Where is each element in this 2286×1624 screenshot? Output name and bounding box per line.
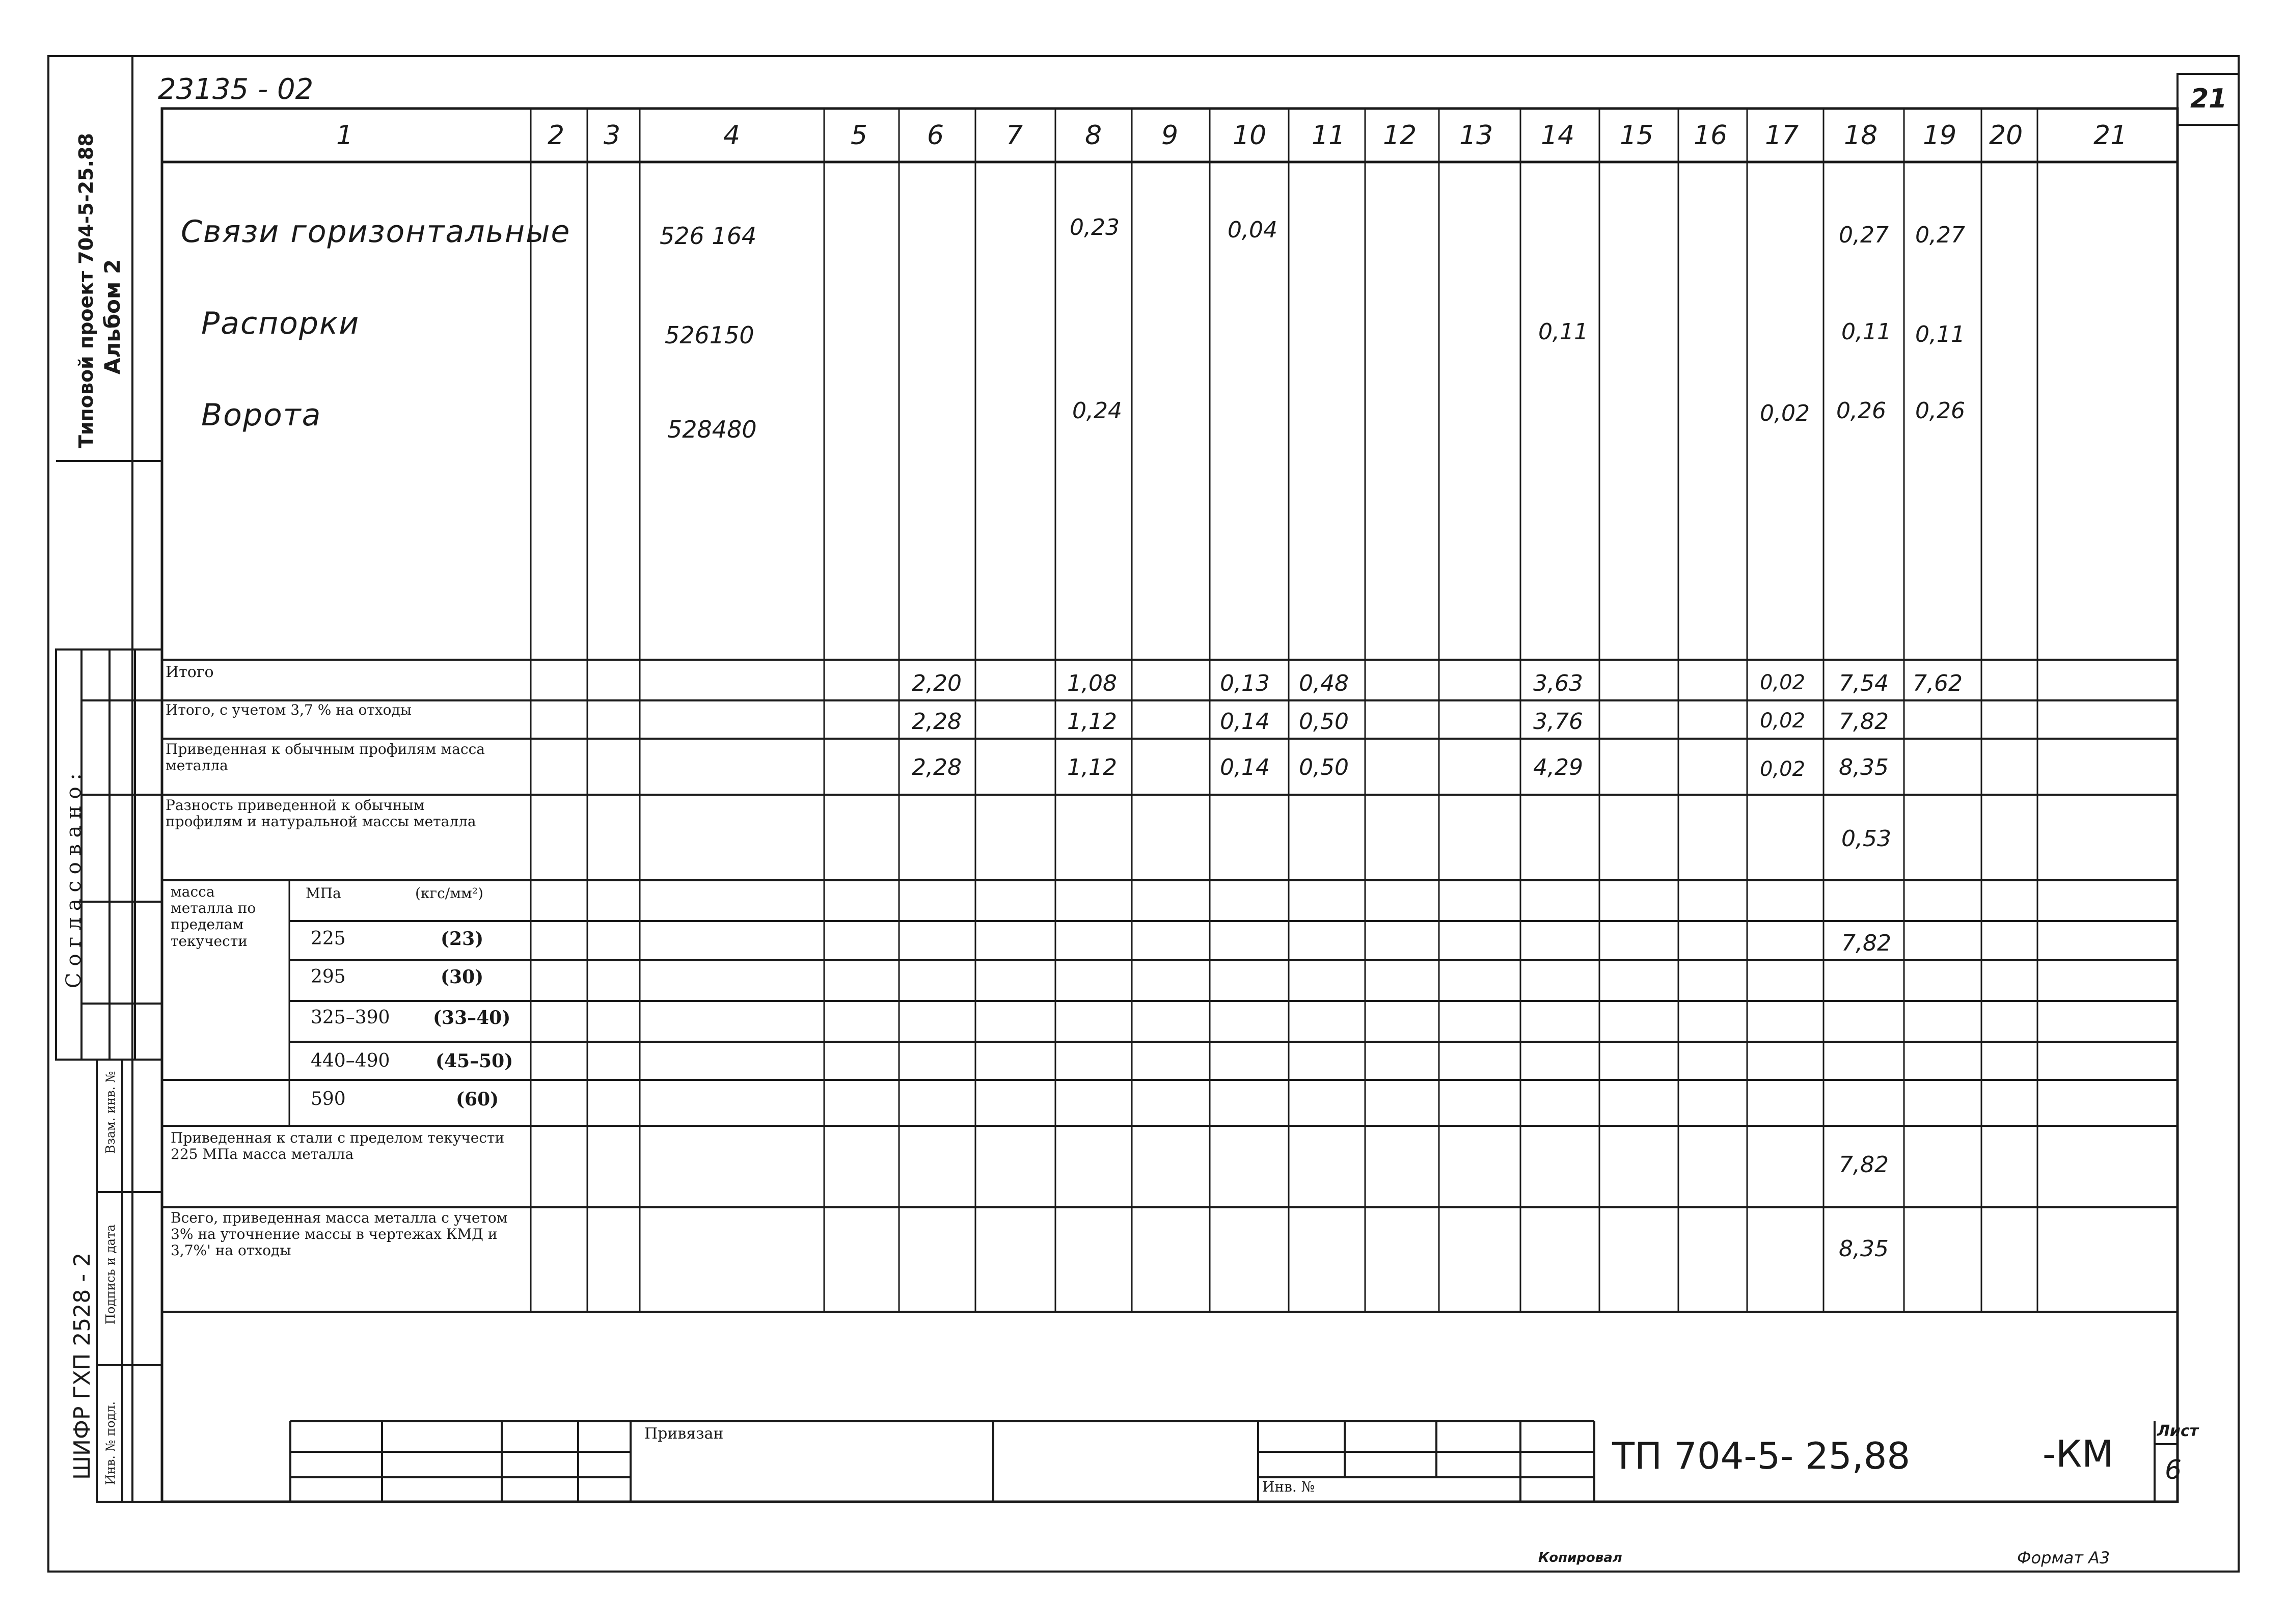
document-number: 23135 - 02: [158, 73, 314, 106]
row-label-steel225: Приведенная к стали с пределом текучести 225 МПа масса металла: [171, 1129, 505, 1163]
stamp-suffix: -КМ: [2043, 1432, 2114, 1475]
yield-mpa: 325–390: [311, 1007, 390, 1028]
cell-value: 0,27: [1915, 222, 1965, 248]
col-header-13: 13: [1459, 120, 1493, 151]
col-header-7: 7: [1006, 120, 1023, 151]
col-header-12: 12: [1383, 120, 1417, 151]
cell-value: 1,12: [1067, 754, 1117, 780]
col-header-17: 17: [1765, 120, 1799, 151]
col-header-19: 19: [1923, 120, 1957, 151]
cell-value: 0,50: [1299, 709, 1349, 735]
inv-podl-label: Инв. № подл.: [103, 1401, 118, 1485]
cell-value: 4,29: [1533, 754, 1583, 780]
cell-value: 0,27: [1839, 222, 1889, 248]
stamp-inv-no: Инв. №: [1262, 1478, 1315, 1495]
cell-value: 2,28: [912, 709, 962, 735]
cell-value: 0,26: [1915, 398, 1965, 424]
yield-kgs: (33–40): [433, 1007, 511, 1028]
footer-format: Формат А3: [2017, 1548, 2110, 1567]
cell-value: 0,02: [1760, 757, 1806, 781]
cell-value: 0,14: [1220, 709, 1270, 735]
cell-value: 0,02: [1760, 671, 1806, 694]
album-label-vertical: Альбом 2: [100, 259, 125, 374]
cell-value: 7,82: [1839, 709, 1889, 735]
row-label-itogo: Итого: [166, 663, 214, 681]
cell-value: 7,54: [1839, 670, 1889, 696]
cell-value: 0,13: [1220, 670, 1270, 696]
cell-value: 0,24: [1072, 398, 1122, 424]
yield-mpa: 590: [311, 1089, 346, 1109]
cell-value: 1,08: [1067, 670, 1117, 696]
unit-kgs: (кгс/мм²): [415, 885, 483, 902]
col-header-21: 21: [2093, 120, 2128, 151]
row-label-privedennaya: Приведенная к обычным профилям масса металла: [166, 741, 485, 774]
sheet-corner-number: 21: [2190, 84, 2227, 114]
cell-value: 2,20: [912, 670, 962, 696]
stamp-privyazan: Привязан: [644, 1425, 724, 1443]
yield-mpa: 295: [311, 966, 346, 987]
cell-value: 8,35: [1839, 1236, 1889, 1262]
cell-value: 0,11: [1915, 321, 1965, 347]
item-code: 526150: [665, 321, 754, 349]
cell-value: 0,23: [1070, 214, 1120, 240]
agreed-label-vertical: С о г л а с о в а н о :: [62, 773, 86, 988]
unit-mpa: МПа: [306, 885, 341, 902]
footer-copied: Копировал: [1538, 1550, 1622, 1565]
yield-mpa: 225: [311, 928, 346, 949]
col-header-6: 6: [927, 120, 944, 151]
cell-value: 0,53: [1841, 826, 1891, 852]
col-header-1: 1: [336, 120, 353, 151]
cell-value: 0,48: [1299, 670, 1349, 696]
yield-kgs: (60): [456, 1089, 499, 1110]
yield-kgs: (30): [441, 966, 484, 988]
cipher-label-vertical: ШИФР ГХП 2528 - 2: [69, 1252, 95, 1480]
cell-value: 0,02: [1760, 709, 1806, 733]
col-header-11: 11: [1312, 120, 1346, 151]
col-header-16: 16: [1694, 120, 1728, 151]
cell-value: 8,35: [1839, 754, 1889, 780]
col-header-15: 15: [1620, 120, 1654, 151]
stamp-project-code: ТП 704-5- 25,88: [1612, 1434, 1911, 1477]
col-header-14: 14: [1541, 120, 1575, 151]
yield-mpa: 440–490: [311, 1050, 390, 1071]
item-code: 526 164: [660, 222, 757, 250]
row-label-total: Всего, приведенная масса металла с учетом 3% на уточнение массы в чертежах КМД и 3,7%' на отходы: [171, 1209, 508, 1259]
col-header-4: 4: [723, 120, 741, 151]
cell-value: 0,11: [1841, 319, 1891, 345]
cell-value: 3,76: [1533, 709, 1583, 735]
item-code: 528480: [667, 416, 757, 443]
row-label-raznost: Разность приведенной к обычным профилям и натуральной массы металла: [166, 797, 476, 830]
cell-value: 0,11: [1538, 319, 1588, 345]
col-header-3: 3: [604, 120, 621, 151]
yield-block-label: масса металла по пределам текучести: [171, 883, 256, 950]
cell-value: 0,04: [1228, 217, 1277, 243]
col-header-5: 5: [851, 120, 868, 151]
stamp-list-label: Лист: [2157, 1422, 2199, 1440]
cell-value: 7,82: [1841, 930, 1891, 956]
col-header-9: 9: [1161, 120, 1179, 151]
cell-value: 2,28: [912, 754, 962, 780]
item-name: Ворота: [201, 397, 322, 433]
cell-value: 0,50: [1299, 754, 1349, 780]
cell-value: 0,14: [1220, 754, 1270, 780]
yield-kgs: (45–50): [436, 1050, 513, 1072]
cell-value: 7,82: [1839, 1152, 1889, 1178]
project-title-vertical: Типовой проект 704-5-25.88: [75, 133, 97, 448]
row-label-itogo-otkhody: Итого, с учетом 3,7 % на отходы: [166, 701, 412, 718]
col-header-10: 10: [1233, 120, 1267, 151]
cell-value: 1,12: [1067, 709, 1117, 735]
col-header-18: 18: [1844, 120, 1878, 151]
podpis-label: Подпись и дата: [103, 1224, 118, 1324]
vzam-inv-label: Взам. инв. №: [103, 1071, 118, 1154]
col-header-2: 2: [548, 120, 565, 151]
stamp-list-number: 6: [2165, 1455, 2182, 1485]
cell-value: 7,62: [1913, 670, 1963, 696]
cell-value: 3,63: [1533, 670, 1583, 696]
cell-value: 0,26: [1836, 398, 1886, 424]
col-header-8: 8: [1085, 120, 1102, 151]
item-name: Связи горизонтальные: [181, 214, 571, 250]
col-header-20: 20: [1989, 120, 2023, 151]
cell-value: 0,02: [1760, 400, 1810, 426]
yield-kgs: (23): [441, 928, 484, 950]
item-name: Распорки: [201, 306, 360, 341]
